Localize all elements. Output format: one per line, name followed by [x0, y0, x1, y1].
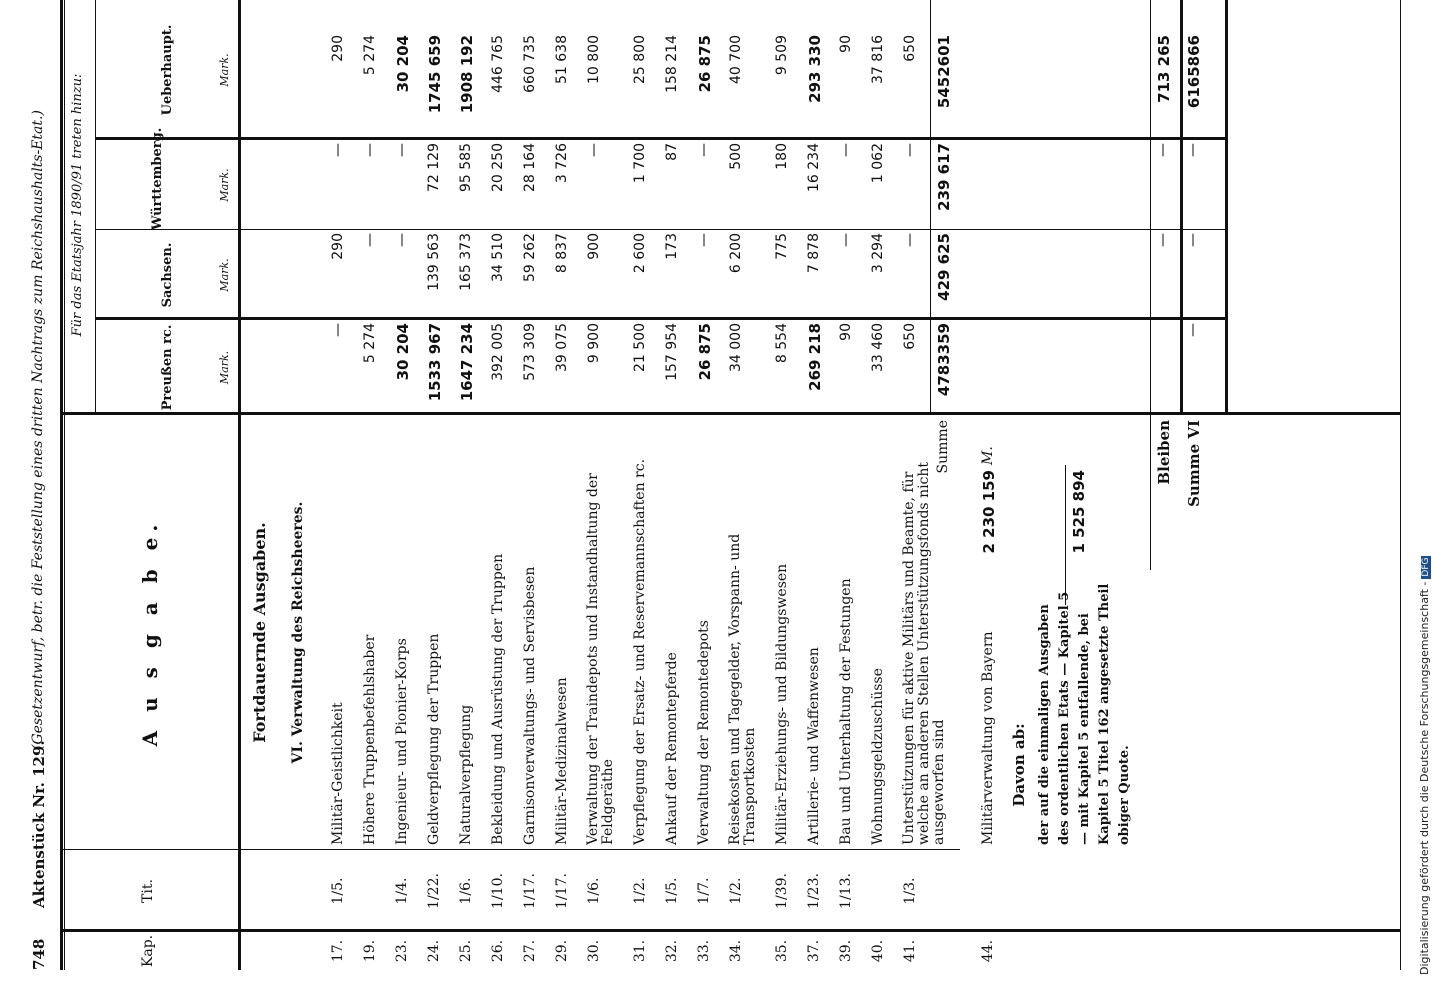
- row-kap: 26.: [490, 939, 506, 963]
- row-sachsen: —: [838, 233, 854, 247]
- row-preussen: 269 218: [806, 323, 824, 391]
- col-header-ausgabe: A u s g a b e.: [138, 518, 162, 747]
- row-total: 9 509: [774, 35, 790, 76]
- summe-rule: [930, 0, 931, 415]
- col-divider-tit: [60, 849, 960, 850]
- row-sachsen: 290: [330, 233, 346, 260]
- row-wuerttemberg: 180: [774, 143, 790, 170]
- row-kap: 29.: [554, 939, 570, 963]
- row-preussen: 21 500: [632, 323, 648, 372]
- row-tit: 1/23.: [806, 873, 822, 909]
- row-sachsen: 2 600: [632, 233, 648, 274]
- col-divider-wuerttemberg: [95, 137, 1225, 140]
- row-kap: 39.: [838, 939, 854, 963]
- row-wuerttemberg: 72 129: [426, 143, 442, 192]
- col-header-sachsen: Sachsen.: [160, 242, 175, 308]
- col-group-header: Für das Etatsjahr 1890/91 treten hinzu:: [70, 73, 85, 337]
- row-description: Wohnungsgeldzuschüsse: [870, 668, 886, 845]
- row-wuerttemberg: —: [330, 143, 346, 157]
- row-preussen: 157 954: [664, 323, 680, 381]
- row-total: 650: [902, 35, 918, 62]
- row-tit: 1/10.: [490, 873, 506, 909]
- row-preussen: 39 075: [554, 323, 570, 372]
- row-preussen: 573 309: [522, 323, 538, 381]
- row-wuerttemberg: —: [902, 143, 918, 157]
- document-title: Aktenstück Nr. 129.: [30, 740, 48, 908]
- row-tit: 1/13.: [838, 873, 854, 909]
- unit-wuerttemberg: Mark.: [218, 168, 231, 202]
- row-wuerttemberg: —: [696, 143, 712, 157]
- row-wuerttemberg: —: [838, 143, 854, 157]
- row-preussen: 392 005: [490, 323, 506, 381]
- summe-vi-total: 6165866: [1185, 35, 1203, 109]
- row-sachsen: —: [394, 233, 410, 247]
- row-preussen: —: [330, 323, 346, 337]
- row-kap: 40.: [870, 939, 886, 963]
- row-wuerttemberg: —: [394, 143, 410, 157]
- dfg-logo: DFG: [1421, 557, 1431, 577]
- row-preussen: 1533 967: [426, 323, 444, 402]
- row-total: 51 638: [554, 35, 570, 84]
- row-sachsen: 7 878: [806, 233, 822, 274]
- table-bottom-rule: [1225, 0, 1228, 415]
- row-kap: 33.: [696, 939, 712, 963]
- col-header-preussen: Preußen rc.: [160, 324, 175, 411]
- row-total: 90: [838, 35, 854, 53]
- row-description: Garnisonverwaltungs- und Servisbesen: [522, 566, 538, 845]
- row-description: Unterstützungen für aktive Militärs und Beamte, für welche an anderen Stellen Unterstützungsfonds nicht ausgeworfen sind: [901, 461, 947, 845]
- row-tit: 1/5.: [330, 877, 346, 905]
- row-kap: 41.: [902, 939, 918, 963]
- row-description: Bau und Unterhaltung der Festungen: [838, 578, 854, 845]
- row-wuerttemberg: —: [362, 143, 378, 157]
- row-total: 40 700: [728, 35, 744, 84]
- col-header-kap: Kap.: [140, 934, 156, 968]
- row-kap: 31.: [632, 939, 648, 963]
- row-kap: 25.: [458, 939, 474, 963]
- row-wuerttemberg: 95 585: [458, 143, 474, 192]
- row-wuerttemberg: 3 726: [554, 143, 570, 184]
- row-sachsen: 59 262: [522, 233, 538, 282]
- row-sachsen: —: [696, 233, 712, 247]
- summe-label: Summe: [935, 420, 951, 474]
- summe-vi-wuerttemberg: —: [1185, 143, 1201, 157]
- footer-rule: [1400, 0, 1401, 970]
- summe-preussen: 4783359: [935, 323, 953, 397]
- davon-ab-label: Davon ab:: [1010, 723, 1028, 807]
- row-preussen: 26 875: [696, 323, 714, 381]
- row-total: 158 214: [664, 35, 680, 93]
- col-header-tit: Tit.: [140, 879, 156, 903]
- row-total: 1745 659: [426, 35, 444, 114]
- row-total: 10 800: [586, 35, 602, 84]
- row-wuerttemberg: —: [586, 143, 602, 157]
- summe-vi-preussen: —: [1185, 323, 1201, 337]
- row-wuerttemberg: 1 062: [870, 143, 886, 184]
- row-tit: 1/17.: [554, 873, 570, 909]
- row-description: Höhere Truppenbefehlshaber: [362, 634, 378, 845]
- row-tit: 1/6.: [586, 877, 602, 905]
- document-subtitle: (Gesetzentwurf, betr. die Feststellung eines dritten Nachtrags zum Reichshaushalts-Etat.): [30, 110, 46, 750]
- bayern-unit: M.: [980, 446, 996, 465]
- summe-total: 5452601: [935, 35, 953, 109]
- row-sachsen: 8 837: [554, 233, 570, 274]
- row-wuerttemberg: 500: [728, 143, 744, 170]
- row-tit: 1/17.: [522, 873, 538, 909]
- row-tit: 1/5.: [664, 877, 680, 905]
- bleiben-sachsen: —: [1155, 233, 1171, 247]
- bayern-kap: 44.: [980, 939, 996, 963]
- row-tit: 1/2.: [632, 877, 648, 905]
- row-preussen: 30 204: [394, 323, 412, 381]
- row-total: 293 330: [806, 35, 824, 103]
- row-wuerttemberg: 28 164: [522, 143, 538, 192]
- summe-wuerttemberg: 239 617: [935, 143, 953, 211]
- row-total: 660 735: [522, 35, 538, 93]
- row-preussen: 650: [902, 323, 918, 350]
- row-sachsen: 3 294: [870, 233, 886, 274]
- row-description: Ingenieur- und Pionier-Korps: [394, 638, 410, 845]
- row-preussen: 1647 234: [458, 323, 476, 402]
- column-header-rule: [238, 0, 241, 970]
- row-description: Verwaltung der Traindepots und Instandhaltung der Feldgeräthe: [585, 473, 616, 845]
- col-header-wuerttemberg: Württemberg.: [150, 127, 165, 230]
- row-sachsen: —: [902, 233, 918, 247]
- row-preussen: 9 900: [586, 323, 602, 364]
- davon-ab-rule: [1065, 465, 1066, 605]
- summe-vi-rule: [1180, 0, 1183, 415]
- row-description: Artillerie- und Waffenwesen: [806, 647, 822, 845]
- row-description: Militär-Medizinalwesen: [554, 677, 570, 845]
- row-tit: 1/6.: [458, 877, 474, 905]
- davon-ab-text: der auf die einmaligen Ausgaben des ordentlichen Etats — Kapitel 5 — mit Kapitel 5 entfallende, bei Kapitel 5 Titel 162 angesetzte Theil obiger Quote.: [1037, 583, 1132, 845]
- row-sachsen: 34 510: [490, 233, 506, 282]
- row-kap: 19.: [362, 939, 378, 963]
- section-subtitle: VI. Verwaltung des Reichsheeres.: [290, 501, 306, 764]
- row-kap: 35.: [774, 939, 790, 963]
- row-description: Verwaltung der Remontedepots: [696, 620, 712, 845]
- bayern-amount: 2 230 159: [980, 470, 998, 554]
- row-wuerttemberg: 16 234: [806, 143, 822, 192]
- row-wuerttemberg: 1 700: [632, 143, 648, 184]
- unit-sachsen: Mark.: [218, 258, 231, 292]
- bayern-desc: Militärverwaltung von Bayern: [980, 631, 996, 845]
- row-sachsen: 173: [664, 233, 680, 260]
- unit-preussen: Mark.: [218, 350, 231, 385]
- col-divider-preussen: [95, 317, 1225, 320]
- row-description: Ankauf der Remontepferde: [664, 652, 680, 845]
- summe-sachsen: 429 625: [935, 233, 953, 301]
- row-sachsen: 775: [774, 233, 790, 260]
- row-total: 30 204: [394, 35, 412, 93]
- row-sachsen: 165 373: [458, 233, 474, 291]
- row-sachsen: 900: [586, 233, 602, 260]
- row-kap: 17.: [330, 939, 346, 963]
- row-kap: 37.: [806, 939, 822, 963]
- row-kap: 24.: [426, 939, 442, 963]
- bleiben-rule: [1150, 0, 1151, 570]
- row-sachsen: 6 200: [728, 233, 744, 274]
- row-sachsen: —: [362, 233, 378, 247]
- header-rule-thin: [64, 0, 65, 970]
- row-tit: 1/22.: [426, 873, 442, 909]
- row-tit: 1/4.: [394, 877, 410, 905]
- row-total: 290: [330, 35, 346, 62]
- bleiben-total: 713 265: [1155, 35, 1173, 103]
- summe-vi-sachsen: —: [1185, 233, 1201, 247]
- section-title: Fortdauernde Ausgaben.: [250, 522, 269, 743]
- row-description: Militär-Geistlichkeit: [330, 702, 346, 845]
- row-preussen: 33 460: [870, 323, 886, 372]
- row-kap: 23.: [394, 939, 410, 963]
- row-description: Militär-Erziehungs- und Bildungswesen: [774, 563, 790, 845]
- summe-vi-label: Summe VI: [1185, 420, 1203, 507]
- row-preussen: 34 000: [728, 323, 744, 372]
- row-tit: 1/39.: [774, 873, 790, 909]
- group-header-rule: [95, 0, 96, 415]
- row-tit: 1/7.: [696, 877, 712, 905]
- row-total: 37 816: [870, 35, 886, 84]
- row-wuerttemberg: 87: [664, 143, 680, 161]
- unit-ueberhaupt: Mark.: [218, 53, 231, 87]
- row-description: Reisekosten und Tagegelder, Vorspann- und Transportkosten: [727, 533, 758, 845]
- davon-ab-amount: 1 525 894: [1070, 470, 1088, 554]
- header-rule: [60, 0, 63, 970]
- row-total: 25 800: [632, 35, 648, 84]
- row-tit: 1/2.: [728, 877, 744, 905]
- page-number: 748: [30, 938, 48, 970]
- row-total: 5 274: [362, 35, 378, 76]
- row-total: 1908 192: [458, 35, 476, 114]
- row-description: Naturalverpflegung: [458, 704, 474, 845]
- row-kap: 30.: [586, 939, 602, 963]
- row-description: Verpflegung der Ersatz- und Reservemannschaften rc.: [632, 458, 648, 845]
- col-header-ueberhaupt: Ueberhaupt.: [160, 24, 175, 116]
- row-sachsen: 139 563: [426, 233, 442, 291]
- col-divider-sachsen: [95, 229, 1225, 230]
- row-preussen: 90: [838, 323, 854, 341]
- row-description: Geldverpflegung der Truppen: [426, 633, 442, 845]
- row-total: 26 875: [696, 35, 714, 93]
- row-description: Bekleidung und Ausrüstung der Truppen: [490, 553, 506, 845]
- digitization-note: [1418, 556, 1431, 975]
- row-kap: 27.: [522, 939, 538, 963]
- row-preussen: 8 554: [774, 323, 790, 364]
- row-total: 446 765: [490, 35, 506, 93]
- row-wuerttemberg: 20 250: [490, 143, 506, 192]
- row-tit: 1/3.: [902, 877, 918, 905]
- row-kap: 32.: [664, 939, 680, 963]
- digitization-text: Digitalisierung gefördert durch die Deutsche Forschungsgemeinschaft -: [1418, 581, 1431, 975]
- row-kap: 34.: [728, 939, 744, 963]
- bleiben-label: Bleiben: [1155, 420, 1173, 485]
- row-preussen: 5 274: [362, 323, 378, 364]
- bleiben-wuerttemberg: —: [1155, 143, 1171, 157]
